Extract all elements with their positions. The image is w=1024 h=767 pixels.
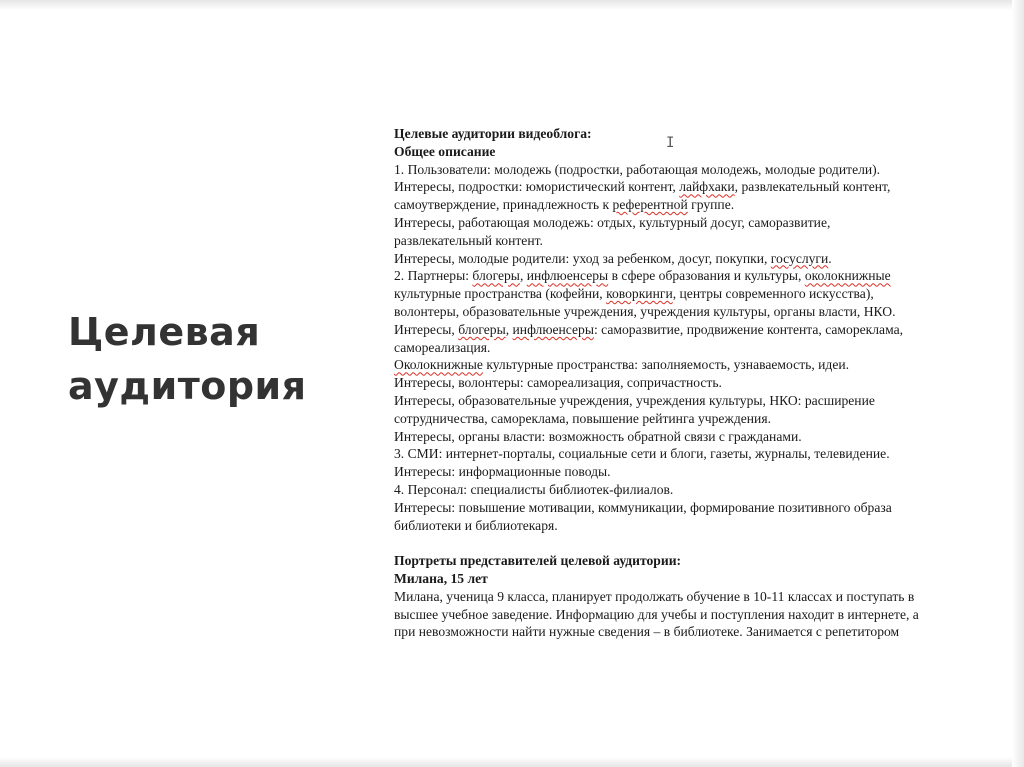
line-text: культурные пространства (кофейни, — [394, 286, 607, 302]
document-body — [394, 125, 1009, 641]
document-heading: Целевые аудитории видеоблога: — [394, 126, 592, 141]
line-text: Интересы: информационные поводы. — [394, 464, 611, 480]
portraits-heading: Портреты представителей целевой аудитории: — [394, 553, 682, 569]
portrait-line: Милана, ученица 9 класса, планирует продолжать обучение в 10-11 классах и поступать в — [394, 588, 915, 604]
document-line — [394, 410, 1009, 428]
document-line — [394, 196, 1009, 214]
misspelled-word: лайфхаки — [679, 179, 735, 195]
document-line — [394, 499, 1009, 517]
line-text: самоутверждение, принадлежность к — [394, 197, 613, 213]
document-line — [394, 445, 1009, 463]
slide-title-line-1: Целевая — [68, 310, 261, 354]
document-line — [394, 481, 1009, 499]
document-line — [394, 374, 1009, 392]
misspelled-word: референтной — [612, 197, 688, 213]
line-text: Интересы, органы власти: возможность обратной связи с гражданами. — [394, 428, 802, 444]
document-line — [394, 232, 1009, 250]
line-text: 3. СМИ: интернет-порталы, социальные сети и блоги, газеты, журналы, телевидение. — [394, 446, 890, 462]
document-line — [394, 214, 1009, 232]
line-text: Интересы, работающая молодежь: отдых, культурный досуг, саморазвитие, — [394, 214, 831, 230]
line-text: Интересы, — [394, 321, 459, 337]
slide-title — [68, 305, 368, 413]
document-line — [394, 178, 1009, 196]
misspelled-word: Околокнижные — [394, 357, 483, 373]
document-line — [394, 517, 1009, 535]
line-text: , центры современного искусства), — [672, 286, 874, 302]
document-line — [394, 356, 1009, 374]
line-text: Интересы, волонтеры: самореализация, сопричастность. — [394, 375, 722, 391]
line-text: группе. — [687, 197, 735, 213]
line-text: 4. Персонал: специалисты библиотек-филиалов. — [394, 481, 674, 497]
misspelled-word: околокнижные — [804, 268, 891, 284]
line-text: : саморазвитие, продвижение контента, самореклама, — [593, 321, 904, 337]
line-text: Интересы, подростки: юмористический контент, — [394, 179, 680, 195]
text-cursor-icon: I — [666, 135, 675, 151]
line-text: Интересы: повышение мотивации, коммуникации, формирование позитивного образа — [394, 499, 892, 515]
line-text: , — [505, 321, 513, 337]
slide-title-line-2: аудитория — [68, 364, 307, 408]
document-line — [394, 321, 1009, 339]
line-text: в сфере образования и культуры, — [608, 268, 805, 284]
document-lines — [394, 161, 1009, 535]
misspelled-word: инфлюенсеры — [526, 268, 609, 284]
document-line — [394, 463, 1009, 481]
misspelled-word: инфлюенсеры — [512, 321, 594, 337]
document-line — [394, 428, 1009, 446]
line-text: 1. Пользователи: молодежь (подростки, работающая молодежь, молодые родители). — [394, 161, 881, 177]
portrait-line: высшее учебное заведение. Информацию для учебы и поступления находит в интернете, а — [394, 606, 919, 622]
document-line — [394, 250, 1009, 268]
misspelled-word: коворкинги — [606, 286, 673, 302]
line-text: развлекательный контент. — [394, 232, 543, 248]
slide-bottom-edge — [0, 757, 1024, 767]
document-line — [394, 392, 1009, 410]
line-text: волонтеры, образовательные учреждения, учреждения культуры, органы власти, НКО. — [394, 303, 896, 319]
misspelled-word: блогеры — [472, 268, 520, 284]
document-line — [394, 161, 1009, 179]
line-text: самореализация. — [394, 339, 491, 355]
portrait-line: при невозможности найти нужные сведения – в библиотеке. Занимается с репетитором — [394, 624, 900, 640]
misspelled-word: госуслуги — [770, 250, 829, 266]
document-line — [394, 303, 1009, 321]
portrait-name: Милана, 15 лет — [394, 570, 488, 586]
line-text: сотрудничества, самореклама, повышение рейтинга учреждения. — [394, 410, 771, 426]
line-text: культурные пространства: заполняемость, узнаваемость, идеи. — [482, 357, 850, 373]
line-text: 2. Партнеры: — [394, 268, 473, 284]
document-line — [394, 267, 1009, 285]
line-text: Интересы, образовательные учреждения, учреждения культуры, НКО: расширение — [394, 392, 875, 408]
document-line — [394, 339, 1009, 357]
misspelled-word: блогеры — [458, 321, 506, 337]
line-text: , — [519, 268, 527, 284]
line-text: , развлекательный контент, — [734, 179, 891, 195]
line-text: библиотеки и библиотекаря. — [394, 517, 558, 533]
document-subheading: Общее описание — [394, 143, 496, 159]
paragraph-gap — [394, 534, 1009, 552]
slide-right-edge — [1012, 0, 1024, 767]
portrait-lines — [394, 588, 1009, 641]
line-text: Интересы, молодые родители: уход за ребенком, досуг, покупки, — [394, 250, 771, 266]
document-line — [394, 285, 1009, 303]
document-screenshot — [394, 125, 1009, 645]
slide-top-edge — [0, 0, 1024, 10]
line-text: . — [828, 250, 832, 266]
